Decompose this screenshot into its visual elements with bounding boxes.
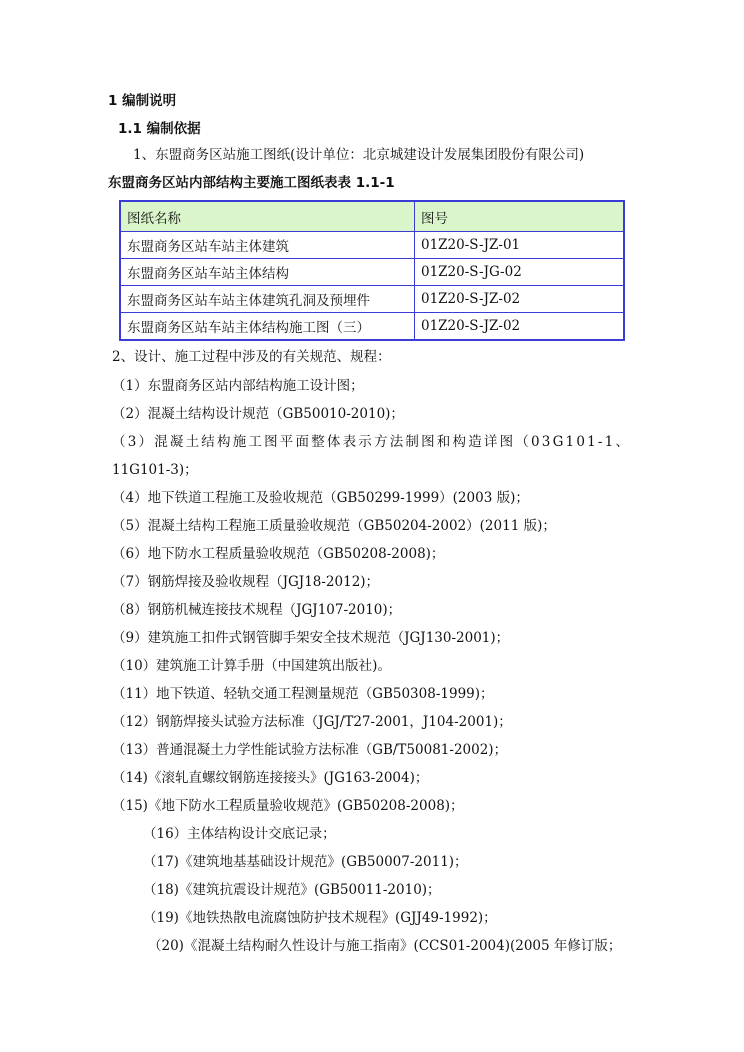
list-item: （13）普通混凝土力学性能试验方法标准（GB/T50081-2002)；: [112, 742, 508, 758]
table-caption: 东盟商务区站内部结构主要施工图纸表表 1.1-1: [108, 175, 395, 191]
table-row: [120, 313, 624, 341]
table-cell: 东盟商务区站车站主体建筑: [120, 232, 415, 259]
table-cell: 01Z20-S-JZ-02: [415, 313, 625, 341]
heading-1-1: 1.1 编制依据: [118, 121, 201, 137]
table-row: [120, 232, 624, 259]
list-item: （18)《建筑抗震设计规范》(GB50011-2010)；: [143, 882, 441, 898]
list-item: （15)《地下防水工程质量验收规范》(GB50208-2008)；: [112, 798, 464, 814]
list-item: （11）地下铁道、轻轨交通工程测量规范（GB50308-1999)；: [112, 686, 494, 702]
list-item: （19)《地铁热散电流腐蚀防护技术规程》(GJJ49-1992)；: [143, 910, 497, 926]
heading-1: 1 编制说明: [108, 93, 177, 109]
intro-paragraph: 1、东盟商务区站施工图纸(设计单位：北京城建设计发展集团股份有限公司): [133, 147, 585, 163]
list-item: （17)《建筑地基基础设计规范》(GB50007-2011)；: [143, 854, 468, 870]
list-item: （5）混凝土结构工程施工质量验收规范（GB50204-2002）(2011 版)；: [112, 518, 556, 534]
table-header-cell: 图纸名称: [120, 201, 415, 232]
list-item: （12）钢筋焊接头试验方法标准（JGJ/T27-2001，J104-2001)；: [112, 714, 512, 730]
table-cell: 东盟商务区站车站主体结构: [120, 259, 415, 286]
section-2-intro: 2、设计、施工过程中涉及的有关规范、规程：: [112, 349, 391, 365]
table-header-row: [120, 201, 624, 232]
table-cell: 东盟商务区站车站主体结构施工图（三）: [120, 313, 415, 341]
table-row: [120, 286, 624, 313]
table-cell: 01Z20-S-JZ-02: [415, 286, 625, 313]
list-item: （10）建筑施工计算手册（中国建筑出版社)。: [112, 658, 391, 674]
list-item-continued: 11G101-3)；: [112, 462, 198, 478]
list-item: （1）东盟商务区站内部结构施工设计图；: [112, 378, 364, 394]
table-cell: 01Z20-S-JZ-01: [415, 232, 625, 259]
list-item: （6）地下防水工程质量验收规范（GB50208-2008)；: [112, 546, 445, 562]
table-cell: 01Z20-S-JG-02: [415, 259, 625, 286]
table-row: [120, 259, 624, 286]
list-item: （20)《混凝土结构耐久性设计与施工指南》(CCS01-2004)(2005 年修订版；: [148, 938, 622, 954]
list-item: （16）主体结构设计交底记录；: [143, 826, 336, 842]
list-item: （2）混凝土结构设计规范（GB50010-2010)；: [112, 406, 404, 422]
table-cell: 东盟商务区站车站主体建筑孔洞及预埋件: [120, 286, 415, 313]
list-item: （9）建筑施工扣件式钢管脚手架安全技术规范（JGJ130-2001)；: [112, 630, 510, 646]
drawings-table: [119, 200, 625, 341]
list-item: （7）钢筋焊接及验收规程（JGJ18-2012)；: [112, 574, 380, 590]
list-item: （3）混凝土结构施工图平面整体表示方法制图和构造详图（03G101-1、: [112, 434, 632, 450]
list-item: （14)《滚轧直螺纹钢筋连接接头》(JG163-2004)；: [112, 770, 429, 786]
table-header-cell: 图号: [415, 201, 625, 232]
list-item: （8）钢筋机械连接技术规程（JGJ107-2010)；: [112, 602, 402, 618]
list-item: （4）地下铁道工程施工及验收规范（GB50299-1999）(2003 版)；: [112, 490, 529, 506]
